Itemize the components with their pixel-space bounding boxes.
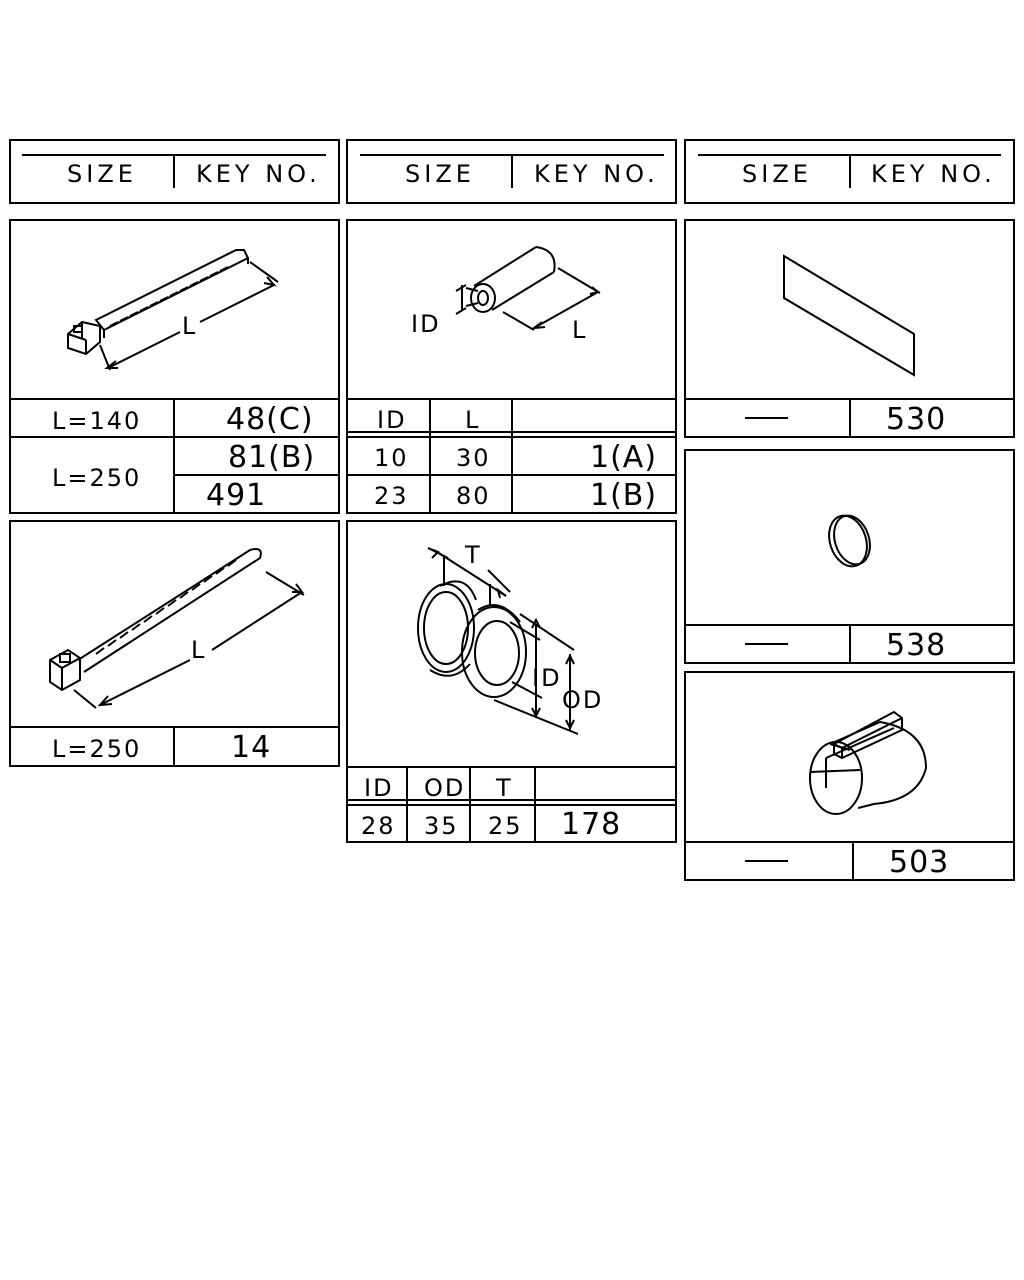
dim-label-l: L [182,312,198,340]
key-number-cell: 1(A) [590,440,658,475]
l-cell: 80 [456,482,491,510]
header-size-label: SIZE [67,160,137,188]
header-rules [22,155,1001,188]
od-cell: 35 [424,812,459,840]
key-number-cell: 530 [886,402,947,437]
header-size-label: SIZE [405,160,475,188]
tie-strap-large-illustration [50,549,304,708]
disc-table-rules [684,625,1015,664]
id-cell: 28 [361,812,396,840]
block-table-rules [684,842,1015,881]
dim-label-l: L [572,316,588,344]
key-number-cell: 14 [231,730,272,765]
column-header-id: ID [377,406,407,434]
key-number-cell: 1(B) [590,478,658,513]
key-number-cell: 538 [886,628,947,663]
dim-label-id: ID [411,310,441,338]
size-cell: L=250 [52,464,142,492]
header-key-label: KEY NO. [871,160,996,188]
key-number-cell: 48(C) [226,402,314,437]
key-number-cell: 503 [889,845,950,880]
id-cell: 10 [374,444,409,472]
size-cell: L=250 [52,735,142,763]
t-cell: 25 [488,812,523,840]
header-size-label: SIZE [742,160,812,188]
size-cell: L=140 [52,407,142,435]
grommet-illustration [418,548,578,734]
key-number-cell: 178 [561,807,622,842]
column-header-od: OD [424,774,466,802]
id-cell: 23 [374,482,409,510]
column-header-l: L [465,406,481,434]
sheet-illustration [784,256,914,375]
disc-illustration [823,511,876,572]
header-key-label: KEY NO. [196,160,321,188]
tie-strap-small-illustration [68,250,278,370]
header-key-label: KEY NO. [534,160,659,188]
column-header-id: ID [364,774,394,802]
column-header-t: T [496,774,513,802]
dim-label-t: T [465,541,482,569]
dim-label-l: L [191,636,207,664]
sheet-table-rules [684,399,1015,438]
key-number-cell: 491 [206,478,267,513]
dim-label-id: ID [532,664,562,692]
l-cell: 30 [456,444,491,472]
key-number-cell: 81(B) [228,440,316,475]
block-illustration [810,712,926,814]
dim-label-od: OD [562,686,604,714]
